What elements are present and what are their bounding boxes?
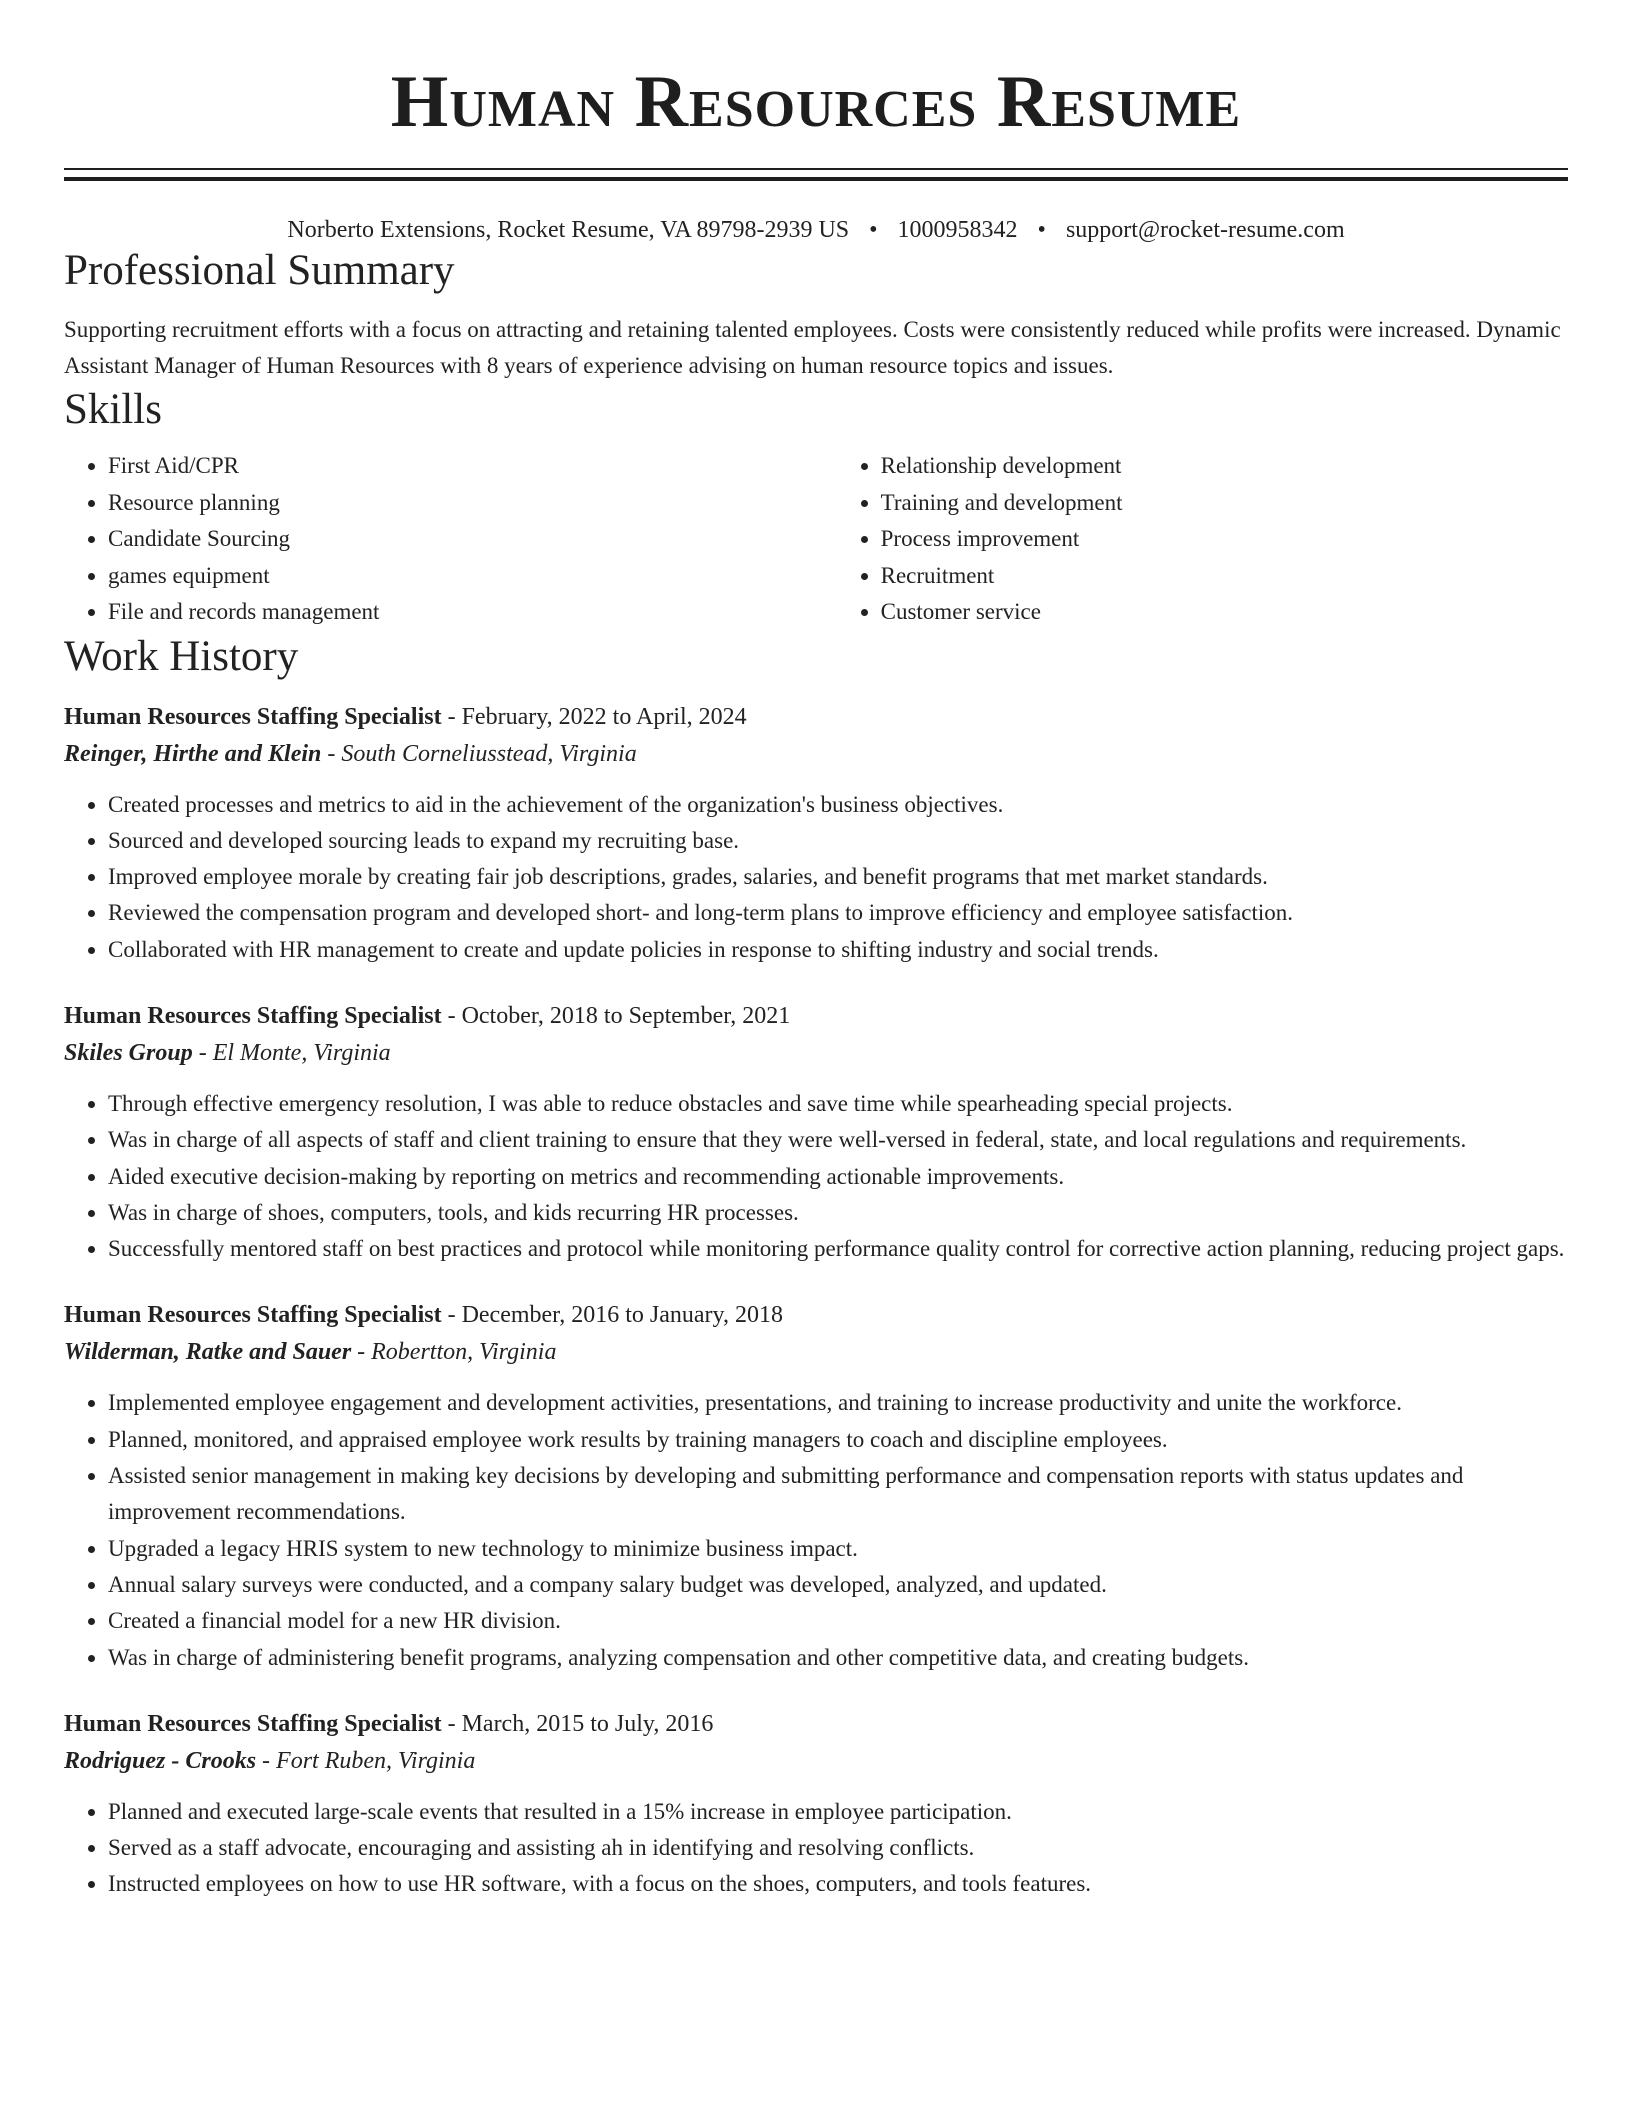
job-title-line <box>64 998 1568 1034</box>
job-bullet: • Collaborated with HR management to create and update policies in response to shifting industry and social trends. <box>108 932 1568 968</box>
skill-item: • Recruitment <box>881 558 1568 595</box>
company-line <box>64 735 1568 773</box>
job-location: - Robertton, Virginia <box>351 1339 557 1366</box>
company-line <box>64 1034 1568 1072</box>
skill-item: • First Aid/CPR <box>108 448 837 485</box>
job-company: Wilderman, Ratke and Sauer <box>64 1339 352 1366</box>
job-bullet: • Served as a staff advocate, encouraging and assisting ah in identifying and resolving conflicts. <box>108 1830 1568 1866</box>
skill-item: • Resource planning <box>108 485 837 522</box>
skills-list <box>64 448 1568 631</box>
job-title-line <box>64 1706 1568 1742</box>
job-bullet: • Through effective emergency resolution, I was able to reduce obstacles and save time while spearheading special projects. <box>108 1086 1568 1122</box>
job-bullets <box>64 787 1568 968</box>
job-company: Reinger, Hirthe and Klein <box>64 740 322 767</box>
contact-address: Norberto Extensions, Rocket Resume, VA 89798-2939 US <box>287 217 850 243</box>
skills-column-left <box>64 448 837 631</box>
contact-phone: 1000958342 <box>897 217 1018 243</box>
job-dates: - December, 2016 to January, 2018 <box>441 1302 783 1329</box>
job-bullets <box>64 1794 1568 1903</box>
job-bullet: • Reviewed the compensation program and developed short- and long-term plans to improve efficiency and employee satisfaction. <box>108 895 1568 931</box>
skill-item: • File and records management <box>108 594 837 631</box>
title-divider <box>64 168 1568 181</box>
job-dates: - March, 2015 to July, 2016 <box>441 1710 714 1737</box>
job-entry <box>64 1706 1568 1903</box>
job-bullet: • Assisted senior management in making key decisions by developing and submitting performance and compensation reports with status updates and improvement recommendations. <box>108 1458 1568 1531</box>
contact-line <box>64 215 1568 245</box>
job-bullet: • Instructed employees on how to use HR software, with a focus on the shoes, computers, and tools features. <box>108 1866 1568 1902</box>
job-title-line <box>64 1297 1568 1333</box>
job-bullet: • Successfully mentored staff on best practices and protocol while monitoring performance quality control for corrective action planning, reducing project gaps. <box>108 1231 1568 1267</box>
contact-separator: • <box>1037 217 1046 243</box>
resume-title: Human Resources Resume <box>390 61 1242 143</box>
job-bullet: • Planned, monitored, and appraised employee work results by training managers to coach and discipline employees. <box>108 1422 1568 1458</box>
skill-item: • games equipment <box>108 558 837 595</box>
job-role: Human Resources Staffing Specialist <box>64 1302 442 1329</box>
job-bullet: • Annual salary surveys were conducted, and a company salary budget was developed, analyzed, and updated. <box>108 1567 1568 1603</box>
job-company: Rodriguez - Crooks <box>64 1747 257 1774</box>
job-title-line <box>64 699 1568 735</box>
skill-item: • Training and development <box>881 485 1568 522</box>
job-bullet: • Aided executive decision-making by reporting on metrics and recommending actionable improvements. <box>108 1159 1568 1195</box>
job-bullet: • Was in charge of all aspects of staff and client training to ensure that they were well-versed in federal, state, and local regulations and requirements. <box>108 1122 1568 1158</box>
job-bullet: • Was in charge of shoes, computers, tools, and kids recurring HR processes. <box>108 1195 1568 1231</box>
skills-column-right <box>837 448 1568 631</box>
job-company: Skiles Group <box>64 1039 193 1066</box>
skill-item: • Process improvement <box>881 521 1568 558</box>
job-role: Human Resources Staffing Specialist <box>64 1710 442 1737</box>
job-role: Human Resources Staffing Specialist <box>64 703 442 730</box>
job-bullets <box>64 1086 1568 1267</box>
job-bullet: • Implemented employee engagement and development activities, presentations, and training to increase productivity and unite the workforce. <box>108 1385 1568 1421</box>
company-line <box>64 1742 1568 1780</box>
job-bullet: • Created a financial model for a new HR division. <box>108 1603 1568 1639</box>
job-bullet: • Was in charge of administering benefit programs, analyzing compensation and other competitive data, and creating budgets. <box>108 1640 1568 1676</box>
job-location: - Fort Ruben, Virginia <box>256 1747 476 1774</box>
skill-item: • Customer service <box>881 594 1568 631</box>
job-bullet: • Planned and executed large-scale events that resulted in a 15% increase in employee participation. <box>108 1794 1568 1830</box>
summary-heading: Professional Summary <box>64 247 455 294</box>
skill-item: • Relationship development <box>881 448 1568 485</box>
contact-email[interactable]: support@rocket-resume.com <box>1065 217 1345 243</box>
job-entry <box>64 699 1568 968</box>
job-bullet: • Improved employee morale by creating fair job descriptions, grades, salaries, and benefit programs that met market standards. <box>108 859 1568 895</box>
work-history-heading: Work History <box>64 632 299 680</box>
job-bullet: • Upgraded a legacy HRIS system to new technology to minimize business impact. <box>108 1531 1568 1567</box>
job-location: - South Corneliusstead, Virginia <box>321 740 637 767</box>
summary-text: Supporting recruitment efforts with a focus on attracting and retaining talented employees. Costs were consistently reduced while profits were increased. Dynamic Assistant Manager of Human Resources with 8 years of experience advising on human resource topics and issues. <box>64 317 1561 378</box>
skill-item: • Candidate Sourcing <box>108 521 837 558</box>
job-bullet: • Created processes and metrics to aid in the achievement of the organization's business objectives. <box>108 787 1568 823</box>
job-entry <box>64 998 1568 1267</box>
job-dates: - February, 2022 to April, 2024 <box>441 703 747 730</box>
company-line <box>64 1333 1568 1371</box>
contact-separator: • <box>869 217 878 243</box>
job-bullets <box>64 1385 1568 1675</box>
job-dates: - October, 2018 to September, 2021 <box>441 1002 791 1029</box>
job-bullet: • Sourced and developed sourcing leads to expand my recruiting base. <box>108 823 1568 859</box>
job-role: Human Resources Staffing Specialist <box>64 1002 442 1029</box>
skills-heading: Skills <box>64 386 162 433</box>
job-entry <box>64 1297 1568 1675</box>
job-location: - El Monte, Virginia <box>192 1039 391 1066</box>
